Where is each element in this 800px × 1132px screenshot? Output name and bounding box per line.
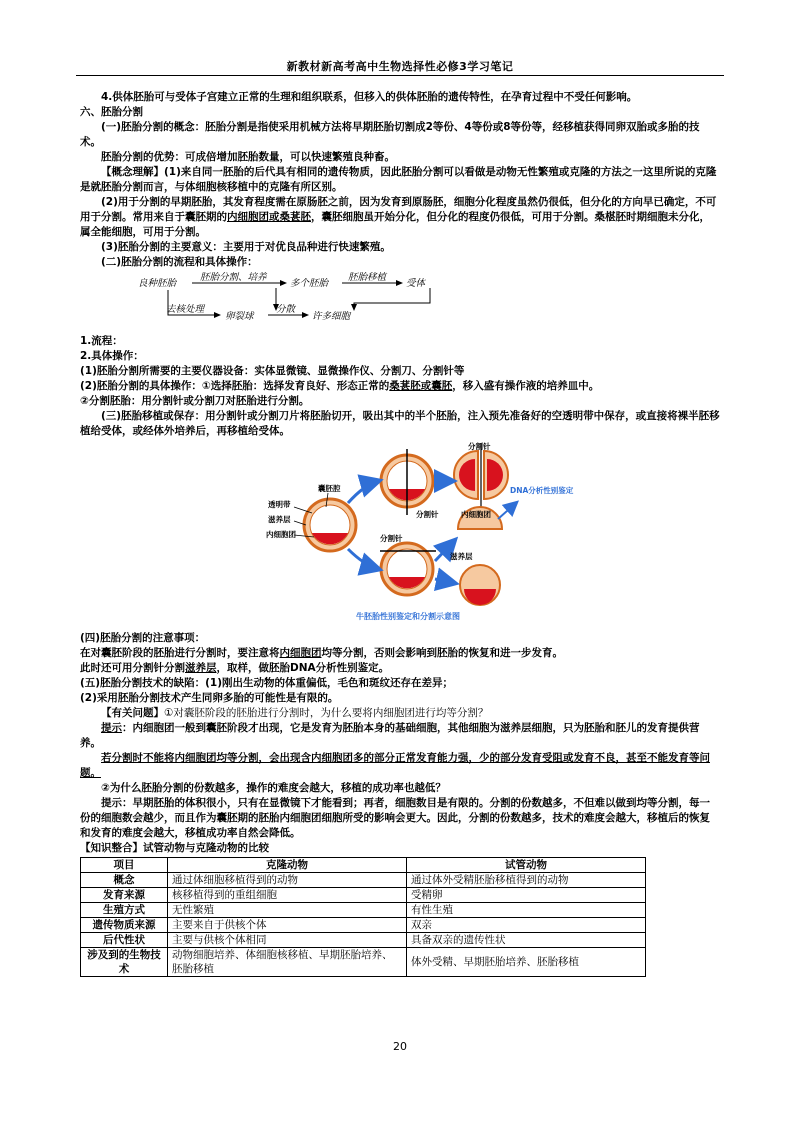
page-content (80, 90, 720, 977)
flow-arrow-label-transfer: 胚胎移植 (348, 272, 387, 283)
label-trophoblast-right: 滋养层 (450, 552, 473, 561)
note-2: 此时还可用分割针分割滋养层，取样，做胚胎DNA分析性别鉴定。 (80, 662, 390, 674)
table-row: 后代性状 主要与供核个体相同 具备双亲的遗传性状 (81, 933, 646, 948)
hint-1: 提示：内细胞团一般到囊胚阶段才出现，它是发育为胚胎本身的基础细胞，其他细胞为滋养层细胞，只为胚胎和胚儿的发育提供营养。 (80, 722, 700, 749)
understand-3: (3)胚胎分割的主要意义：主要用于对优良品种进行快速繁殖。 (101, 241, 391, 253)
advantage-paragraph: 胚胎分割的优势：可成倍增加胚胎数量，可以快速繁殖良种畜。 (101, 151, 395, 163)
defect-2: (2)采用胚胎分割技术产生同卵多胎的可能性是有限的。 (80, 692, 339, 704)
understand-2: (2)用于分割的早期胚胎，其发育程度需在原肠胚之前，因为发育到原肠胚，细胞分化程度虽然仍很低，但分化的方向早已确定，不可用于分割。常用来自于囊胚期的内细胞团或桑葚胚，囊胚细胞虽开始分化，但分化的程度仍很低，可用于分割。桑椹胚时期细胞未分化，属全能细胞，可用于分割。 (80, 196, 717, 238)
operation-1: (1)胚胎分割所需要的主要仪器设备：实体显微镜、显微操作仪、分割刀、分割针等 (80, 365, 465, 377)
concept-text: 胚胎分割是指使采用机械方法将早期胚胎切割成2等份、4等份或8等份等，经移植获得同卵双胎或多胎的技术。 (80, 121, 700, 148)
label-needle-top: 分割针 (416, 510, 439, 519)
table-title: 【知识整合】试管动物与克隆动物的比较 (80, 842, 269, 854)
section-6-title: 六、胚胎分割 (80, 106, 143, 118)
page-number: 20 (393, 1040, 407, 1053)
flow-node-recipient: 受体 (406, 278, 426, 289)
flow-arrow-label-split: 胚胎分割、培养 (200, 272, 267, 283)
understand-1: 【概念理解】(1)来自同一胚胎的后代具有相同的遗传物质，因此胚胎分割可以看做是动物无性繁殖或克隆的方法之一这里所说的克隆是就胚胎分割而言，与体细胞核移植中的克隆有所区别。 (80, 166, 717, 193)
flow-node-many-cells: 许多细胞 (312, 311, 351, 322)
table-row: 涉及到的生物技术 动物细胞培养、体细胞核移植、早期胚胎培养、胚胎移植 体外受精、早期胚胎培养、胚胎移植 (81, 948, 646, 977)
flow-arrow-label-enucleate: 去核处理 (166, 304, 205, 315)
concept-lead: (一)胚胎分割的概念： (101, 121, 206, 133)
label-needle-bottom: 分割针 (380, 534, 403, 543)
note-1: 在对囊胚阶段的胚胎进行分割时，要注意将内细胞团均等分割，否则会影响到胚胎的恢复和进一步发育。 (80, 647, 563, 659)
table-header-row (81, 858, 646, 873)
operation-3: ②分割胚胎：用分割针或分割刀对胚胎进行分割。 (80, 395, 310, 407)
flow-node-multi-embryo: 多个胚胎 (290, 278, 329, 289)
defect-1: (五)胚胎分割技术的缺陷：(1)刚出生动物的体重偏低，毛色和斑纹还存在差异； (80, 677, 453, 689)
embryo-splitting-figure (80, 441, 720, 627)
label-zona: 透明带 (268, 500, 291, 509)
table-header-cell: 项目 (81, 858, 168, 873)
process-2: 2.具体操作： (80, 350, 144, 362)
process-1: 1.流程： (80, 335, 123, 347)
embryo-figure-svg (80, 441, 720, 627)
hint-1-underlined: 若分割时不能将内细胞团均等分割，会出现含内细胞团多的部分正常发育能力强，少的部分发育受阻或发育不良，甚至不能发育等问题。 (80, 752, 710, 779)
operation-2: (2)胚胎分割的具体操作：①选择胚胎：选择发育良好、形态正常的桑葚胚或囊胚，移入盛有操作液的培养皿中。 (80, 380, 600, 392)
process-flow-diagram (80, 272, 720, 332)
figure-caption: 牛胚胎性别鉴定和分割示意图 (356, 612, 460, 621)
table-row: 发育来源 核移植得到的重组细胞 受精卵 (81, 888, 646, 903)
page-header: 新教材新高考高中生物选择性必修3学习笔记 (286, 60, 514, 73)
label-dna-analysis: DNA分析性别鉴定 (510, 486, 574, 495)
concept-paragraph (80, 120, 720, 150)
questions-label: 【有关问题】 (101, 707, 164, 719)
question-2: ②为什么胚胎分割的份数越多，操作的难度会越大，移植的成功率也越低？ (101, 782, 446, 794)
blastocyst-top (381, 449, 433, 515)
table-row: 概念 通过体细胞移植得到的动物 通过体外受精胚胎移植得到的动物 (81, 873, 646, 888)
header-rule (76, 75, 724, 76)
understand-label: 【概念理解】 (101, 166, 164, 178)
table-row: 遗传物质来源 主要来自于供核个体 双亲 (81, 918, 646, 933)
question-1: 【有关问题】①对囊胚阶段的胚胎进行分割时，为什么要将内细胞团进行均等分割？ (101, 707, 489, 719)
hint-2: 提示：早期胚胎的体积很小，只有在显微镜下才能看到；再者，细胞数目是有限的。分割的份数越多，不但难以做到均等分割，每一份的细胞数会越少，而且作为囊胚期的胚胎内细胞团细胞所受的影响会更大。因此，分割的份数越多，技术的难度会越大，移植后的恢复和发育的难度会越大，移植成功率自然会降低。 (80, 797, 710, 839)
label-trophoblast: 滋养层 (268, 515, 291, 524)
split-halves (454, 443, 508, 507)
table-header-cell: 试管动物 (407, 858, 646, 873)
table-header-cell: 克隆动物 (168, 858, 407, 873)
comparison-table (80, 857, 646, 977)
flow-arrow-label-disperse: 分散 (276, 304, 296, 315)
label-icm: 内细胞团 (266, 530, 296, 539)
flow-node-blastomere: 卵裂球 (225, 311, 254, 322)
flow-title: (二)胚胎分割的流程和具体操作： (101, 256, 258, 268)
blastocyst-left (304, 499, 356, 551)
label-needle-right: 分割针 (468, 442, 491, 451)
paragraph-4: 4.供体胚胎可与受体子宫建立正常的生理和组织联系，但移入的供体胚胎的遗传特性，在孕育过程中不受任何影响。 (101, 91, 638, 103)
operation-4: (三)胚胎移植或保存：用分割针或分割刀片将胚胎切开，吸出其中的半个胚胎，注入预先准备好的空透明带中保存，或直接将裸半胚移植给受体，或经体外培养后，再移植给受体。 (80, 410, 720, 437)
label-blastocoel: 囊胚腔 (318, 484, 341, 493)
label-icm-right: 内细胞团 (461, 510, 491, 519)
table-row: 生殖方式 无性繁殖 有性生殖 (81, 903, 646, 918)
flow-node-good-embryo: 良种胚胎 (138, 278, 177, 289)
blastocyst-bottom (380, 543, 436, 595)
notes-title: (四)胚胎分割的注意事项： (80, 632, 206, 644)
